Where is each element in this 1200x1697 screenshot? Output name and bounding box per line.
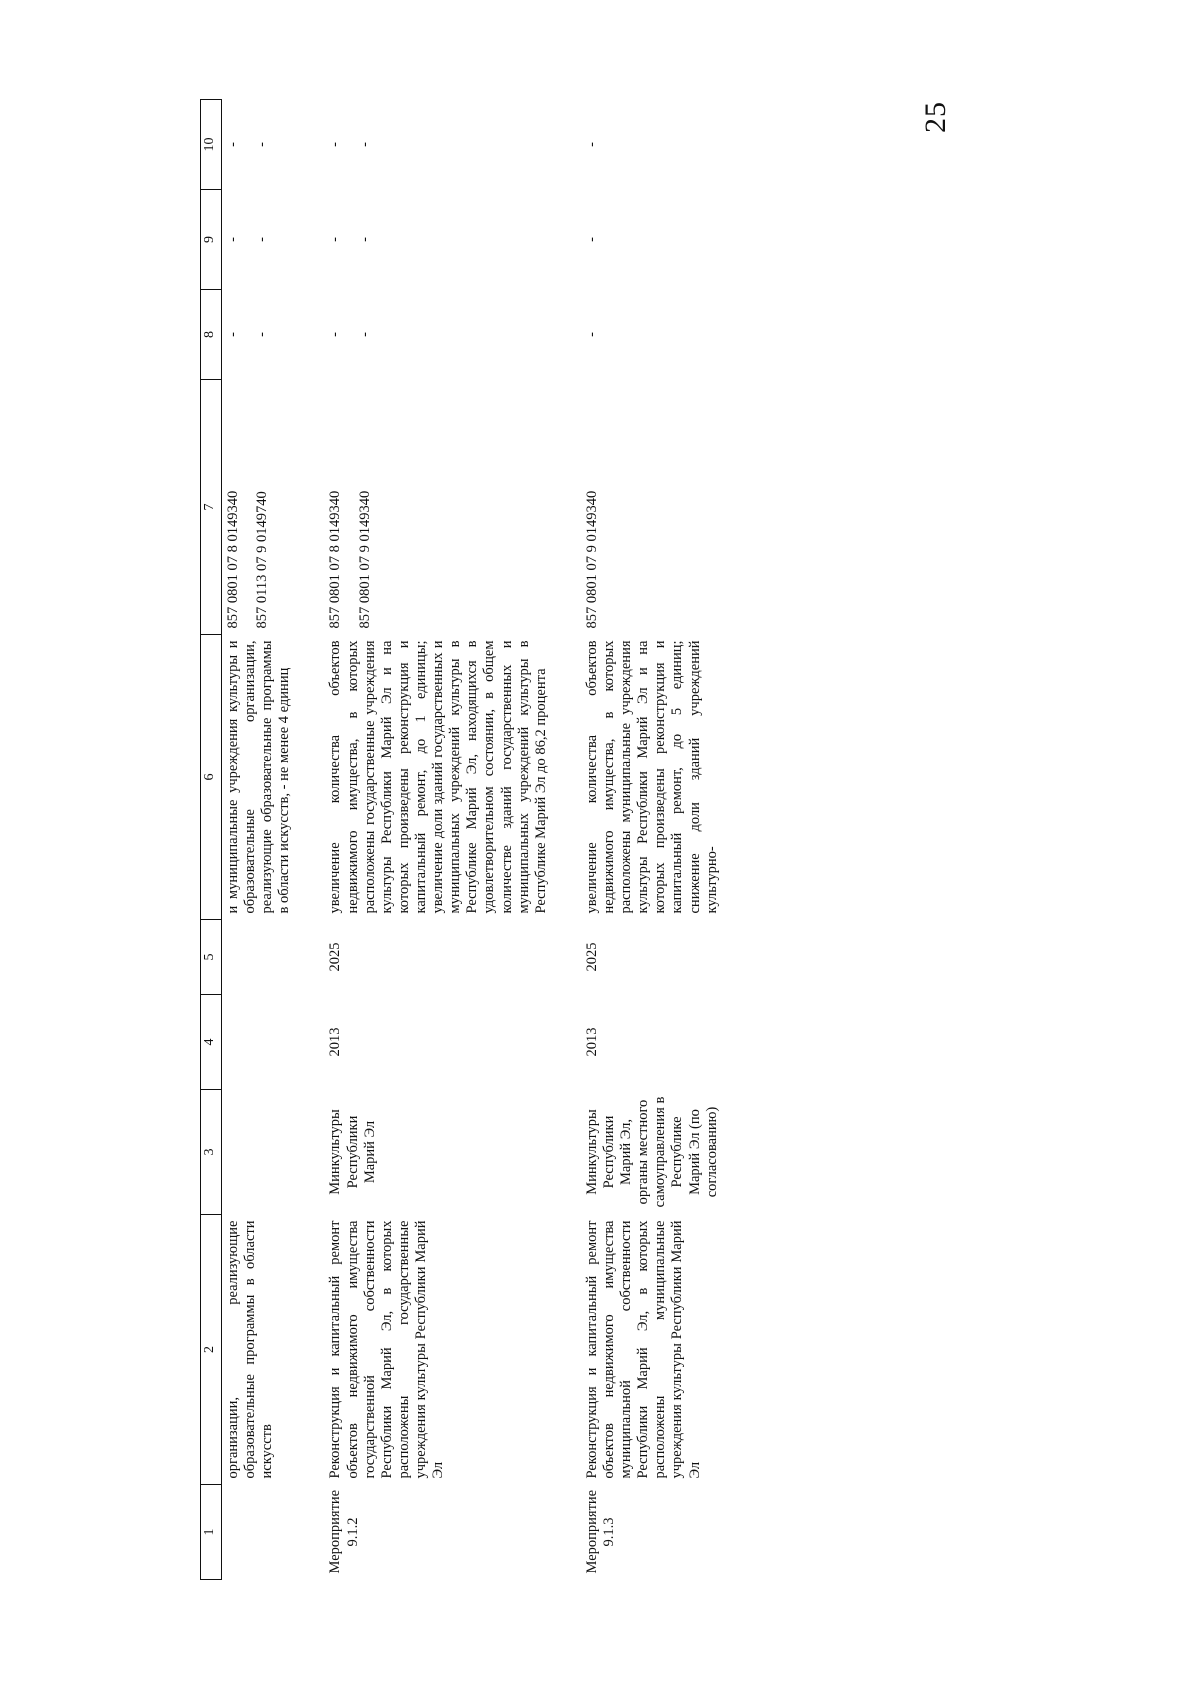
measure-id: Мероприятие 9.1.3 <box>583 1489 617 1574</box>
budget-codes <box>324 380 552 635</box>
dash-value: - <box>327 332 344 337</box>
measure-name: Реконструкция и капитальный ремонт объектов недвижимого имущества государственной собственности Республики Марий Эл, в которых расположены государственные учреждения культуры Республики Марий Эл <box>327 1220 447 1479</box>
dash-value: - <box>356 237 373 242</box>
column-header: 1 <box>201 1485 222 1580</box>
table-row <box>324 100 552 1580</box>
column-header: 6 <box>201 635 222 920</box>
start-year: 2013 <box>583 1027 600 1057</box>
dash-value: - <box>583 332 600 337</box>
dash-value: - <box>225 237 241 242</box>
budget-code: 857 0801 07 9 0149340 <box>356 490 373 629</box>
end-year <box>222 920 297 995</box>
dash-value: - <box>254 237 271 242</box>
dash-value: - <box>225 142 241 147</box>
dash-value: - <box>583 237 600 242</box>
column-header: 5 <box>201 920 222 995</box>
dash-value: - <box>356 142 373 147</box>
responsible: Минкультуры Республики Марий Эл <box>327 1109 378 1195</box>
dash-value: - <box>327 142 344 147</box>
column-header: 8 <box>201 290 222 380</box>
col8-values <box>581 290 724 380</box>
table-row <box>581 100 724 1580</box>
col9-values <box>222 190 297 290</box>
column-header: 9 <box>201 190 222 290</box>
page-number: 25 <box>919 101 952 133</box>
measure-name: Реконструкция и капитальный ремонт объектов недвижимого имущества муниципальной собственности Республики Марий Эл, в которых расположены муниципальные учреждения культуры Республики Марий Эл <box>583 1220 703 1479</box>
program-table <box>200 99 724 1580</box>
expected-result: увеличение количества объектов недвижимого имущества, в которых расположены муниципальные учреждения культуры Республики Марий Эл и на которых произведены реконструкция и капитальный ремонт, до 5 единиц; снижение доли зданий учреждений культурно- <box>583 640 720 914</box>
dash-value: - <box>356 332 373 337</box>
budget-codes <box>581 380 724 635</box>
dash-value: - <box>327 237 344 242</box>
col10-values <box>222 100 297 190</box>
dash-value: - <box>254 332 271 337</box>
column-header: 2 <box>201 1215 222 1485</box>
measure-id: Мероприятие 9.1.2 <box>327 1489 361 1574</box>
responsible: Минкультуры Республики Марий Эл, органы местного самоуправления в Республике Марий Эл (по согласованию) <box>583 1096 720 1208</box>
end-year: 2025 <box>327 942 344 972</box>
col10-values <box>581 100 724 190</box>
dash-value: - <box>583 142 600 147</box>
budget-code: 857 0801 07 8 0149340 <box>327 490 344 629</box>
dash-value: - <box>225 332 241 337</box>
expected-result: и муниципальные учреждения культуры и образовательные организации, реализующие образовательные программы в области искусств, - не менее 4 единиц <box>225 640 293 914</box>
column-header: 4 <box>201 995 222 1090</box>
column-header: 7 <box>201 380 222 635</box>
expected-result: увеличение количества объектов недвижимого имущества, в которых расположены государственные учреждения культуры Республики Марий Эл и на которых произведены реконструкция и капитальный ремонт, до 1 единицы; увеличение доли зданий государственных и муниципальных учреждений культуры в Республике Марий Эл, находящихся в удовлетворительном состоянии, в общем количестве зданий государственных и муниципальных учреждений культуры в Республике Марий Эл до 86,2 процента <box>327 640 549 914</box>
col10-values <box>324 100 552 190</box>
budget-code: 857 0801 07 9 0149340 <box>583 490 600 629</box>
start-year: 2013 <box>327 1027 344 1057</box>
col9-values <box>581 190 724 290</box>
table-row <box>222 100 297 1580</box>
end-year: 2025 <box>583 942 600 972</box>
responsible <box>222 1090 297 1215</box>
measure-name: организации, реализующие образовательные программы в области искусств <box>225 1220 276 1479</box>
budget-code: 857 0113 07 9 0149740 <box>254 491 271 629</box>
measure-id <box>222 1485 297 1580</box>
column-header: 10 <box>201 100 222 190</box>
column-number-row <box>201 100 222 1580</box>
rotated-table-wrapper <box>200 100 980 1580</box>
dash-value: - <box>254 142 271 147</box>
budget-codes <box>222 380 297 635</box>
column-header: 3 <box>201 1090 222 1215</box>
col9-values <box>324 190 552 290</box>
start-year <box>222 995 297 1090</box>
col8-values <box>222 290 297 380</box>
col8-values <box>324 290 552 380</box>
budget-code: 857 0801 07 8 0149340 <box>225 490 241 629</box>
